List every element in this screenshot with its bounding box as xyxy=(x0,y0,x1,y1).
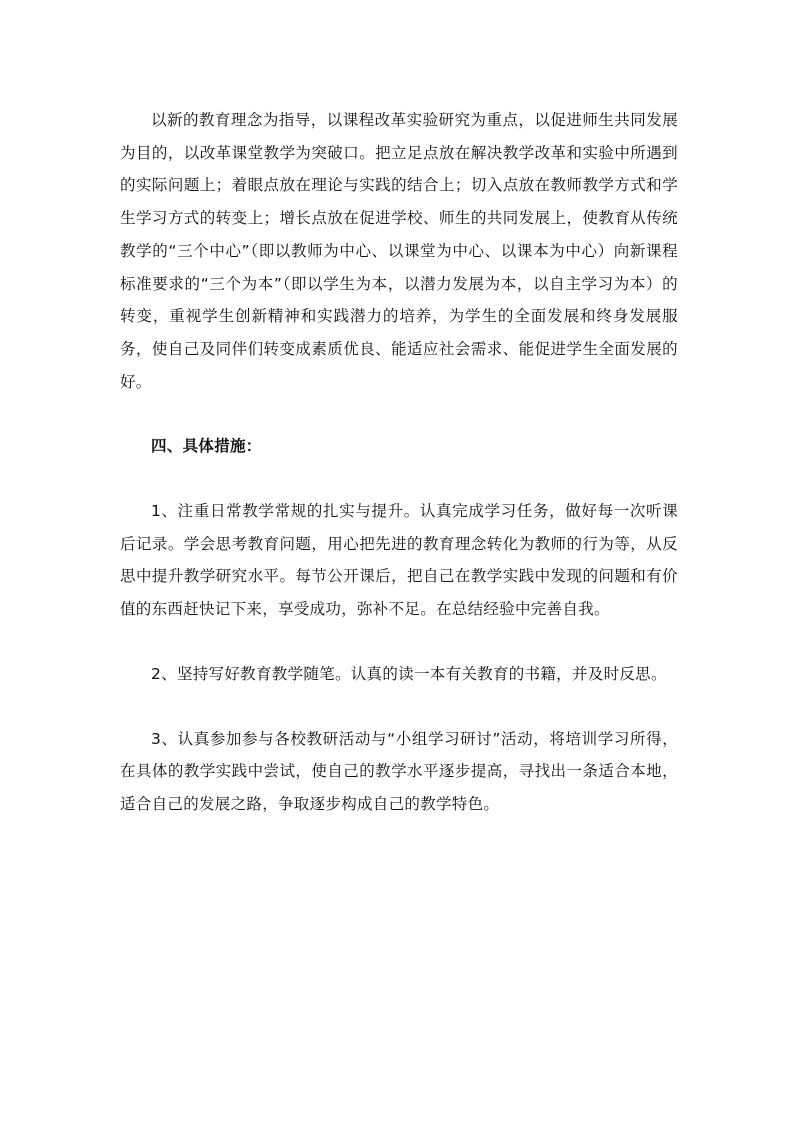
section-heading: 四、具体措施： xyxy=(151,437,262,456)
paragraph-spacer xyxy=(120,626,678,658)
measure-item-3: 3、认真参加参与各校教研活动与“小组学习研讨”活动，将培训学习所得，在具体的教学实践中尝试，使自己的教学水平逐步提高，寻找出一条适合本地，适合自己的发展之路，争取逐步构成自己的教学特色。 xyxy=(120,729,678,813)
paragraph-spacer xyxy=(120,398,678,430)
measure-item-2: 2、坚持写好教育教学随笔。认真的读一本有关教育的书籍，并及时反思。 xyxy=(151,664,667,683)
measure-item-1: 1、注重日常教学常规的扎实与提升。认真完成学习任务，做好每一次听课后记录。学会思考教育问题，用心把先进的教育理念转化为教师的行为等，从反思中提升教学研究水平。每节公开课后，把自己在教学实践中发现的问题和有价值的东西赶快记下来，享受成功，弥补不足。在总结经验中完善自我。 xyxy=(120,502,678,619)
paragraph-spacer xyxy=(120,691,678,723)
document-body xyxy=(120,104,678,821)
paragraph-spacer xyxy=(120,463,678,495)
intro-paragraph: 以新的教育理念为指导，以课程改革实验研究为重点，以促进师生共同发展为目的，以改革课堂教学为突破口。把立足点放在解决教学改革和实验中所遇到的实际问题上；着眼点放在理论与实践的结合上；切入点放在教师教学方式和学生学习方式的转变上；增长点放在促进学校、师生的共同发展上，使教育从传统教学的“三个中心”（即以教师为中心、以课堂为中心、以课本为中心）向新课程标准要求的“三个为本”（即以学生为本，以潜力发展为本，以自主学习为本）的转变，重视学生创新精神和实践潜力的培养，为学生的全面发展和终身发展服务，使自己及同伴们转变成素质优良、能适应社会需求、能促进学生全面发展的好。 xyxy=(120,111,678,391)
